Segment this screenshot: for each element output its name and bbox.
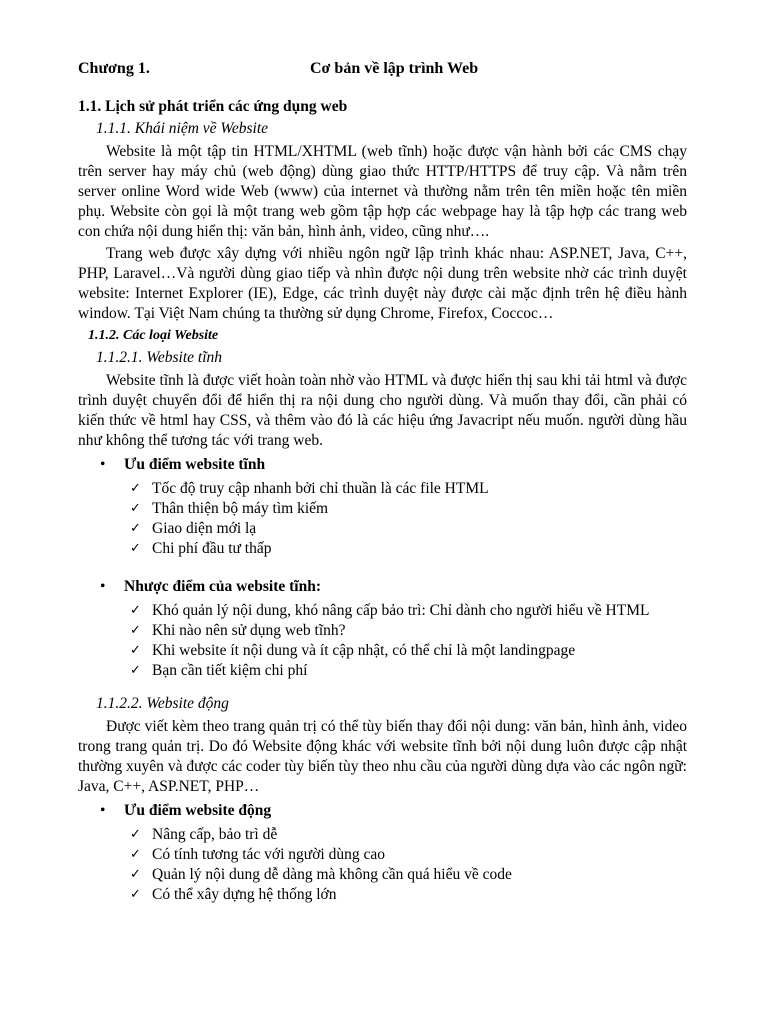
check-icon: ✓ [130,623,141,638]
chapter-title: Cơ bản về lập trình Web [310,60,479,77]
list-item-text: Có tính tương tác với người dùng cao [152,846,385,863]
list-item [78,479,687,499]
list-item [78,601,687,621]
section-heading-1-1: 1.1. Lịch sử phát triển các ứng dụng web [78,98,348,115]
check-icon: ✓ [130,481,141,496]
paragraph-website-definition: Website là một tập tin HTML/XHTML (web tĩnh) hoặc được vận hành bởi các CMS chạy trên server hay máy chủ (web động) dùng giao thức HTTP/HTTPS để truy cập. Và nằm trên server online Word wide Web (www) của internet và thường nằm trên tên miền hoặc tên miền phụ. Website còn gọi là một trang web gồm tập hợp các webpage hay là tập hợp các trang web con chứa nội dung hiển thị: văn bản, hình ảnh, video, cũng như…. [78,143,687,240]
dynamic-pros-list [78,825,687,905]
bullet-icon: • [100,802,106,819]
static-pros-heading [78,455,687,475]
check-icon: ✓ [130,521,141,536]
list-item-text: Tốc độ truy cập nhanh bởi chỉ thuần là các file HTML [152,480,489,497]
list-item [78,845,687,865]
check-icon: ✓ [130,501,141,516]
list-item-text: Khó quản lý nội dung, khó nâng cấp bảo trì: Chỉ dành cho người hiểu về HTML [152,602,650,619]
list-item [78,621,687,641]
paragraph-dynamic-website: Được viết kèm theo trang quản trị có thể tùy biến thay đổi nội dung: văn bản, hình ảnh, video trong trang quản trị. Do đó Website động khác với website tĩnh bởi nội dung luôn được cập nhật thường xuyên và được các coder tùy biến tùy theo nhu cầu của người dùng dựa vào các ngôn ngữ: Java, C++, ASP.NET, PHP… [78,718,687,795]
document-page [78,60,687,905]
bullet-label: Nhược điểm của website tĩnh: [124,578,321,595]
check-icon: ✓ [130,847,141,862]
bullet-label: Ưu điểm website động [124,802,272,819]
list-item-text: Quản lý nội dung dễ dàng mà không cần quá hiểu về code [152,866,512,883]
list-item-text: Bạn cần tiết kiệm chi phí [152,662,308,679]
paragraph-static-website: Website tĩnh là được viết hoàn toàn nhờ vào HTML và được hiển thị sau khi tải html và được trình duyệt chuyển đổi để hiển thị ra nội dung cho người dùng. Và muốn thay đổi, cần phải có kiến thức về html hay CSS, và thêm vào đó là các hiệu ứng Javacript nếu muốn. người dùng hầu như không thể tương tác với trang web. [78,372,687,449]
static-cons-heading [78,577,687,597]
bullet-icon: • [100,456,106,473]
static-cons-list [78,601,687,681]
section-heading-1-1-2: 1.1.2. Các loại Website [88,328,219,343]
dynamic-pros-heading [78,801,687,821]
static-pros-list [78,479,687,559]
list-item [78,539,687,559]
chapter-heading [78,60,687,86]
check-icon: ✓ [130,887,141,902]
check-icon: ✓ [130,643,141,658]
check-icon: ✓ [130,541,141,556]
list-item [78,865,687,885]
list-item [78,519,687,539]
list-item [78,825,687,845]
section-heading-1-1-2-2: 1.1.2.2. Website động [96,695,229,712]
spacer [78,559,687,573]
section-heading-1-1-2-1: 1.1.2.1. Website tĩnh [96,349,223,366]
list-item-text: Khi website ít nội dung và ít cập nhật, có thể chỉ là một landingpage [152,642,576,659]
paragraph-programming-languages: Trang web được xây dựng với nhiều ngôn ngữ lập trình khác nhau: ASP.NET, Java, C++, PHP, Laravel…Và người dùng giao tiếp và nhìn được nội dung trên website nhờ các trình duyệt website: Internet Explorer (IE), Edge, các trình duyệt này được cài mặc định trên hệ điều hành window. Tại Việt Nam chúng ta thường sử dụng Chrome, Firefox, Coccoc… [78,245,687,322]
list-item [78,641,687,661]
bullet-label: Ưu điểm website tĩnh [124,456,266,473]
list-item-text: Giao diện mới lạ [152,520,257,537]
list-item [78,885,687,905]
list-item-text: Chi phí đầu tư thấp [152,540,272,557]
list-item-text: Có thể xây dựng hệ thống lớn [152,886,337,903]
check-icon: ✓ [130,827,141,842]
bullet-icon: • [100,578,106,595]
list-item [78,661,687,681]
section-heading-1-1-1: 1.1.1. Khái niệm về Website [96,120,269,137]
spacer [78,681,687,693]
list-item-text: Thân thiện bộ máy tìm kiếm [152,500,329,517]
check-icon: ✓ [130,867,141,882]
list-item [78,499,687,519]
list-item-text: Khi nào nên sử dụng web tĩnh? [152,622,346,639]
check-icon: ✓ [130,663,141,678]
list-item-text: Nâng cấp, bảo trì dễ [152,826,278,843]
check-icon: ✓ [130,603,141,618]
chapter-number: Chương 1. [78,60,150,77]
